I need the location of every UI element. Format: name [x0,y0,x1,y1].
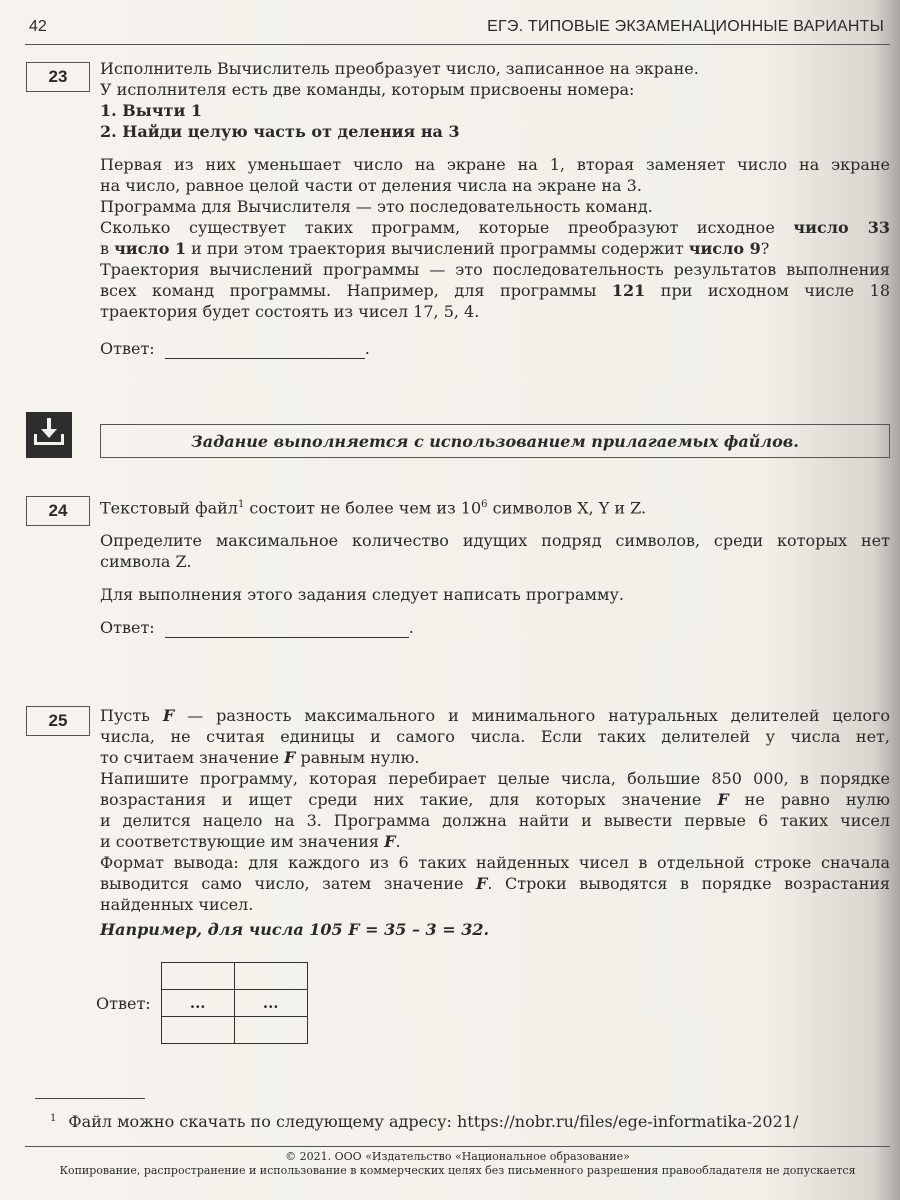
answer-cell[interactable]: ... [161,990,234,1017]
task-text: Определите максимальное количество идущих подряд символов, среди которых нет [100,531,890,551]
task-text: числа, не считая единицы и самого числа. Если таких делителей у числа нет, [100,727,890,746]
task-text: Пусть F — разность максимального и минимального натуральных делителей целого [100,706,891,725]
answer-24: Ответ: . [100,618,414,638]
page-footer [25,1150,890,1178]
task-number-24: 24 [26,496,90,526]
task-text: Текстовый файл$^1$ состоит не более чем из $10^6$ символов X, Y и Z. [100,498,647,518]
footer-notice: Копирование, распространение и использование в коммерческих целях без письменного разрешения правообладателя не допускается [59,1164,856,1177]
task-text: на число, равное целой части от деления числа на экране на 3. [100,176,642,195]
example-text: Например, для числа 105 F = 35 – 3 = 32. [100,920,490,939]
command-2: 2. Найди целую часть от деления на 3 [100,122,460,141]
answer-23: Ответ: . [100,339,370,358]
footnote-divider [35,1098,145,1099]
task-text: Для выполнения этого задания следует написать программу. [100,585,624,605]
running-title: ЕГЭ. ТИПОВЫЕ ЭКЗАМЕНАЦИОННЫЕ ВАРИАНТЫ [487,18,884,35]
task-number-25: 25 [26,706,90,736]
answer-cell[interactable] [234,963,307,990]
answer-25 [96,962,890,1044]
footnote-text: Файл можно скачать по следующему адресу: https://nobr.ru/files/ege-informatika-2021/ [68,1112,799,1131]
task-text: всех команд программы. Например, для программы 121 при исходном числе 18 [100,281,891,300]
answer-table [161,962,308,1044]
task-text: Исполнитель Вычислитель преобразует число, записанное на экране. [100,59,699,78]
answer-field[interactable] [165,619,409,638]
task-text: найденных чисел. [100,895,254,914]
answer-cell[interactable] [161,1017,234,1044]
attached-files-banner: Задание выполняется с использованием прилагаемых файлов. [100,424,890,458]
footnote [50,1112,798,1131]
footer-divider [25,1146,890,1147]
task-23 [100,58,890,359]
task-text: Формат вывода: для каждого из 6 таких найденных чисел в отдельной строке сначала [100,853,890,872]
task-text: Первая из них уменьшает число на экране на 1, вторая заменяет число на экране [100,155,890,174]
answer-cell[interactable] [234,1017,307,1044]
footnote-mark: 1 [50,1112,57,1124]
task-text: выводится само число, затем значение F. Строки выводятся в порядке возрастания [100,874,891,893]
page-header [25,18,890,42]
task-text: возрастания и ищет среди них такие, для которых значение F не равно нулю [100,790,890,809]
answer-label: Ответ: [100,618,155,638]
header-divider [25,44,890,45]
page-number: 42 [29,18,47,35]
task-text: символа Z. [100,552,192,572]
answer-label: Ответ: [100,339,155,358]
task-text: Программа для Вычислителя — это последовательность команд. [100,197,653,216]
task-number-23: 23 [26,62,90,92]
task-text: и делится нацело на 3. Программа должна найти и вывести первые 6 таких чисел [100,811,890,830]
footer-copyright: © 2021. ООО «Издательство «Национальное образование» [285,1150,630,1163]
command-1: 1. Вычти 1 [100,101,203,120]
task-25 [96,705,891,1044]
task-text: Сколько существует таких программ, которые преобразуют исходное число 33 [100,218,890,237]
answer-label: Ответ: [96,993,151,1013]
task-text: то считаем значение F равным нулю. [100,748,420,767]
download-icon [26,412,72,458]
answer-field[interactable] [165,340,365,359]
task-text: Траектория вычислений программы — это последовательность результатов выполнения [100,260,890,279]
task-text: Напишите программу, которая перебирает целые числа, большие 850 000, в порядке [100,769,890,788]
answer-cell[interactable] [161,963,234,990]
task-24 [100,494,890,638]
task-text: и соответствующие им значения F. [100,832,401,851]
answer-cell[interactable]: ... [234,990,307,1017]
task-text: траектория будет состоять из чисел 17, 5, 4. [100,302,480,321]
task-text: У исполнителя есть две команды, которым присвоены номера: [100,80,635,99]
task-text: в число 1 и при этом траектория вычислений программы содержит число 9? [100,239,770,258]
